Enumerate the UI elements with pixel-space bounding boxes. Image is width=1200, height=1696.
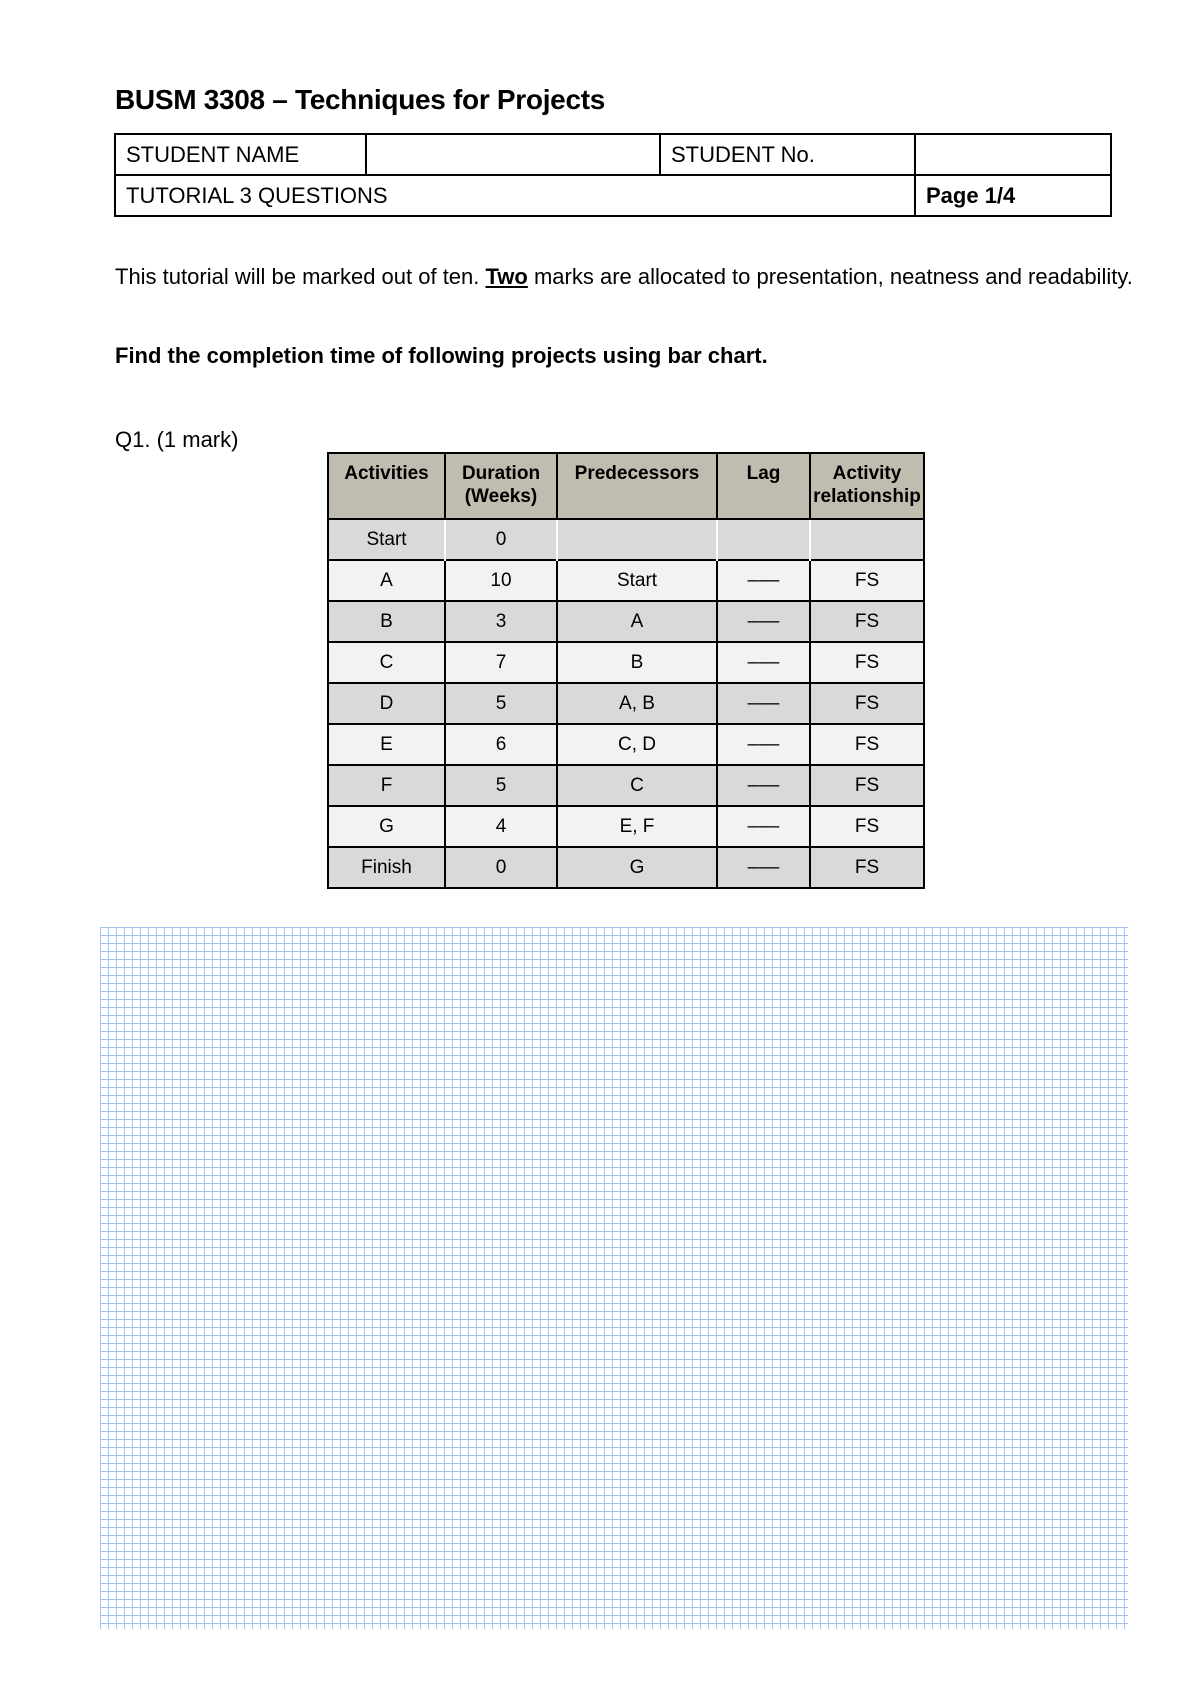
cell-lag: ––– (717, 765, 810, 806)
activities-table (327, 452, 925, 889)
cell-lag: ––– (717, 642, 810, 683)
cell-predecessors: A (557, 601, 717, 642)
cell-duration: 0 (445, 519, 557, 560)
table-row (328, 765, 924, 806)
table-row (328, 683, 924, 724)
table-row (328, 806, 924, 847)
intro-paragraph (115, 262, 1147, 292)
cell-relationship: FS (810, 765, 924, 806)
cell-duration: 6 (445, 724, 557, 765)
cell-predecessors: B (557, 642, 717, 683)
table-row (328, 642, 924, 683)
cell-relationship: FS (810, 847, 924, 888)
header-duration-line2: (Weeks) (464, 486, 538, 507)
intro-emphasis: Two (485, 264, 528, 289)
cell-relationship: FS (810, 683, 924, 724)
table-row (328, 601, 924, 642)
cell-activity: A (328, 560, 445, 601)
cell-lag (717, 519, 810, 560)
cell-activity: D (328, 683, 445, 724)
intro-text-after: marks are allocated to presentation, neatness and readability. (527, 264, 1133, 289)
cell-lag: ––– (717, 847, 810, 888)
table-row (328, 560, 924, 601)
table-header-row (328, 453, 924, 519)
cell-relationship: FS (810, 642, 924, 683)
cell-predecessors: Start (557, 560, 717, 601)
cell-predecessors (557, 519, 717, 560)
instruction-text: Find the completion time of following projects using bar chart. (115, 343, 768, 368)
question-label: Q1. (1 mark) (115, 427, 239, 452)
cell-predecessors: A, B (557, 683, 717, 724)
header-activities: Activities (328, 453, 445, 519)
cell-duration: 0 (445, 847, 557, 888)
cell-duration: 10 (445, 560, 557, 601)
header-relationship-line1: Activity (832, 463, 902, 484)
tutorial-info-row (115, 175, 1111, 216)
cell-lag: ––– (717, 724, 810, 765)
cell-duration: 3 (445, 601, 557, 642)
cell-relationship: FS (810, 806, 924, 847)
cell-lag: ––– (717, 601, 810, 642)
header-duration (445, 453, 557, 519)
intro-text-before: This tutorial will be marked out of ten. (115, 264, 486, 289)
header-relationship-line2: relationship (813, 486, 921, 507)
table-row (328, 724, 924, 765)
table-row (328, 847, 924, 888)
cell-duration: 5 (445, 683, 557, 724)
student-info-row (115, 134, 1111, 175)
cell-predecessors: G (557, 847, 717, 888)
cell-duration: 7 (445, 642, 557, 683)
cell-relationship: FS (810, 724, 924, 765)
cell-activity: Start (328, 519, 445, 560)
cell-predecessors: C, D (557, 724, 717, 765)
student-name-field[interactable] (366, 134, 660, 175)
cell-activity: Finish (328, 847, 445, 888)
cell-activity: C (328, 642, 445, 683)
header-predecessors: Predecessors (557, 453, 717, 519)
cell-relationship: FS (810, 560, 924, 601)
header-relationship (810, 453, 924, 519)
header-lag: Lag (717, 453, 810, 519)
student-no-label: STUDENT No. (660, 134, 915, 175)
tutorial-label: TUTORIAL 3 QUESTIONS (115, 175, 915, 216)
page-title: BUSM 3308 – Techniques for Projects (115, 84, 606, 115)
table-row (328, 519, 924, 560)
cell-relationship (810, 519, 924, 560)
student-info-table (114, 133, 1112, 217)
cell-lag: ––– (717, 806, 810, 847)
cell-relationship: FS (810, 601, 924, 642)
cell-duration: 5 (445, 765, 557, 806)
graph-paper-area[interactable] (100, 927, 1128, 1629)
page-number: Page 1/4 (915, 175, 1111, 216)
cell-activity: G (328, 806, 445, 847)
cell-duration: 4 (445, 806, 557, 847)
cell-predecessors: E, F (557, 806, 717, 847)
student-no-field[interactable] (915, 134, 1111, 175)
cell-lag: ––– (717, 683, 810, 724)
student-name-label: STUDENT NAME (115, 134, 366, 175)
cell-activity: E (328, 724, 445, 765)
cell-activity: B (328, 601, 445, 642)
cell-activity: F (328, 765, 445, 806)
header-duration-line1: Duration (461, 463, 541, 484)
cell-predecessors: C (557, 765, 717, 806)
cell-lag: ––– (717, 560, 810, 601)
